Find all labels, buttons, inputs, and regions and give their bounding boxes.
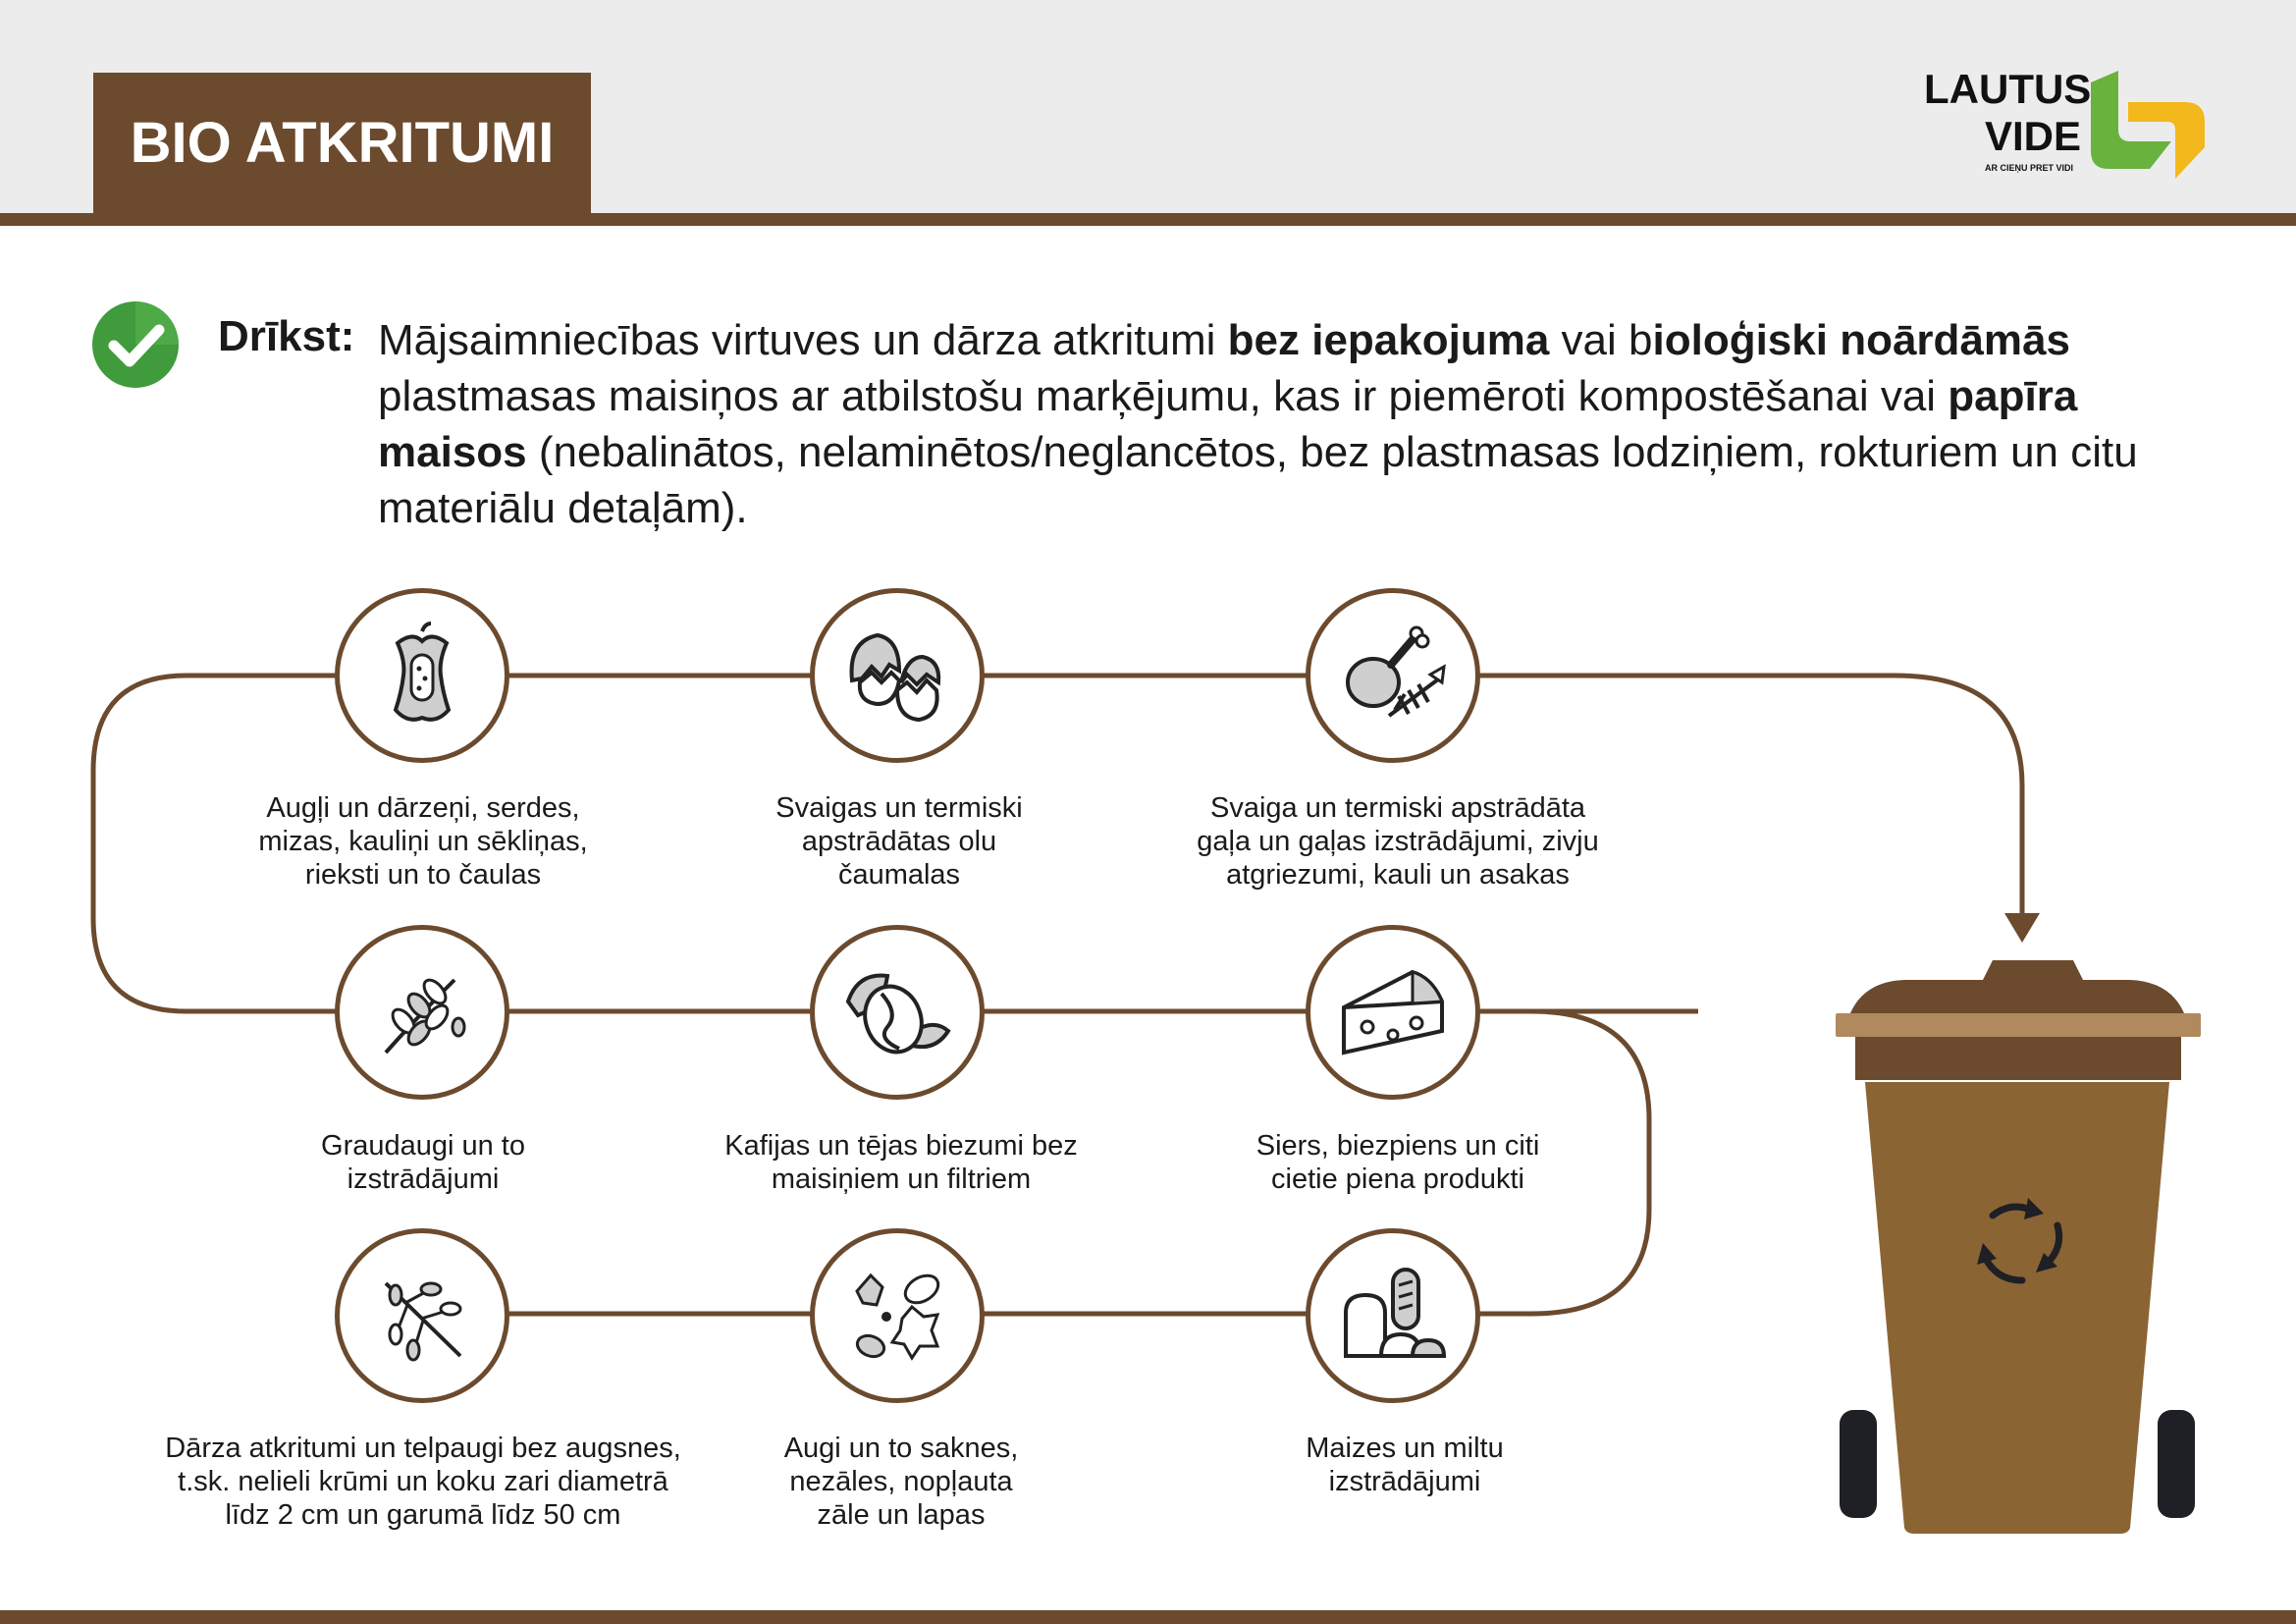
item-circle-fruits	[335, 588, 509, 763]
branch-icon	[368, 1262, 476, 1370]
item-caption-cheese: Siers, biezpiens un citi cietie piena produkti	[1255, 1130, 1540, 1195]
logo-tagline: AR CIEŅU PRET VIDI	[1985, 163, 2074, 173]
grain-icon	[368, 958, 476, 1066]
item-circle-bread	[1306, 1228, 1480, 1403]
page-title: BIO ATKRITUMI	[130, 111, 555, 175]
item-circle-coffee	[810, 925, 985, 1100]
cheese-icon	[1334, 958, 1452, 1066]
item-caption-leaves: Augi un to saknes, nezāles, nopļauta zāle un lapas	[783, 1433, 1019, 1531]
logo-text-line1: LAUTUS	[1924, 66, 2092, 112]
item-circle-cheese	[1306, 925, 1480, 1100]
item-circle-eggs	[810, 588, 985, 763]
footer-divider	[0, 1610, 2296, 1624]
item-circle-leaves	[810, 1228, 985, 1403]
apple-core-icon	[368, 622, 476, 730]
meat-fish-bone-icon	[1334, 622, 1452, 730]
item-caption-grain: Graudaugi un to izstrādājumi	[321, 1130, 525, 1195]
item-caption-garden: Dārza atkritumi un telpaugi bez augsnes, t.sk. nelieli krūmi un koku zari diametrā līdz 2 cm un garumā līdz 50 cm	[165, 1433, 681, 1531]
item-caption-meat: Svaiga un termiski apstrādāta gaļa un gaļas izstrādājumi, zivju atgriezumi, kauli un asakas	[1197, 792, 1599, 891]
item-caption-fruits: Augļi un dārzeņi, serdes, mizas, kauliņi un sēkliņas, rieksti un to čaulas	[258, 792, 588, 891]
allowed-label: Drīkst:	[218, 312, 355, 360]
logo-text-line2: VIDE	[1985, 113, 2082, 159]
leaves-icon	[843, 1262, 951, 1370]
item-caption-eggs: Svaigas un termiski apstrādātas olu čaumalas	[775, 792, 1023, 891]
bread-icon	[1334, 1262, 1452, 1370]
item-circle-garden	[335, 1228, 509, 1403]
item-circle-grain	[335, 925, 509, 1100]
item-caption-coffee: Kafijas un tējas biezumi bez maisiņiem un filtriem	[724, 1130, 1078, 1195]
coffee-tea-icon	[838, 958, 956, 1066]
item-caption-bread: Maizes un miltu izstrādājumi	[1306, 1433, 1504, 1497]
bio-waste-bin	[1826, 952, 2209, 1542]
eggshell-icon	[838, 622, 956, 730]
allowed-description: Mājsaimniecības virtuves un dārza atkritumi bez iepakojuma vai bioloģiski noārdāmās plastmasas maisiņos ar atbilstošu marķējumu, kas ir piemēroti kompostēšanai vai papīra maisos (nebalinātos, nelaminētos/neglancētos, bez plastmasas lodziņiem, rokturiem un citu materiālu detaļām).	[378, 316, 2138, 532]
item-circle-meat	[1306, 588, 1480, 763]
